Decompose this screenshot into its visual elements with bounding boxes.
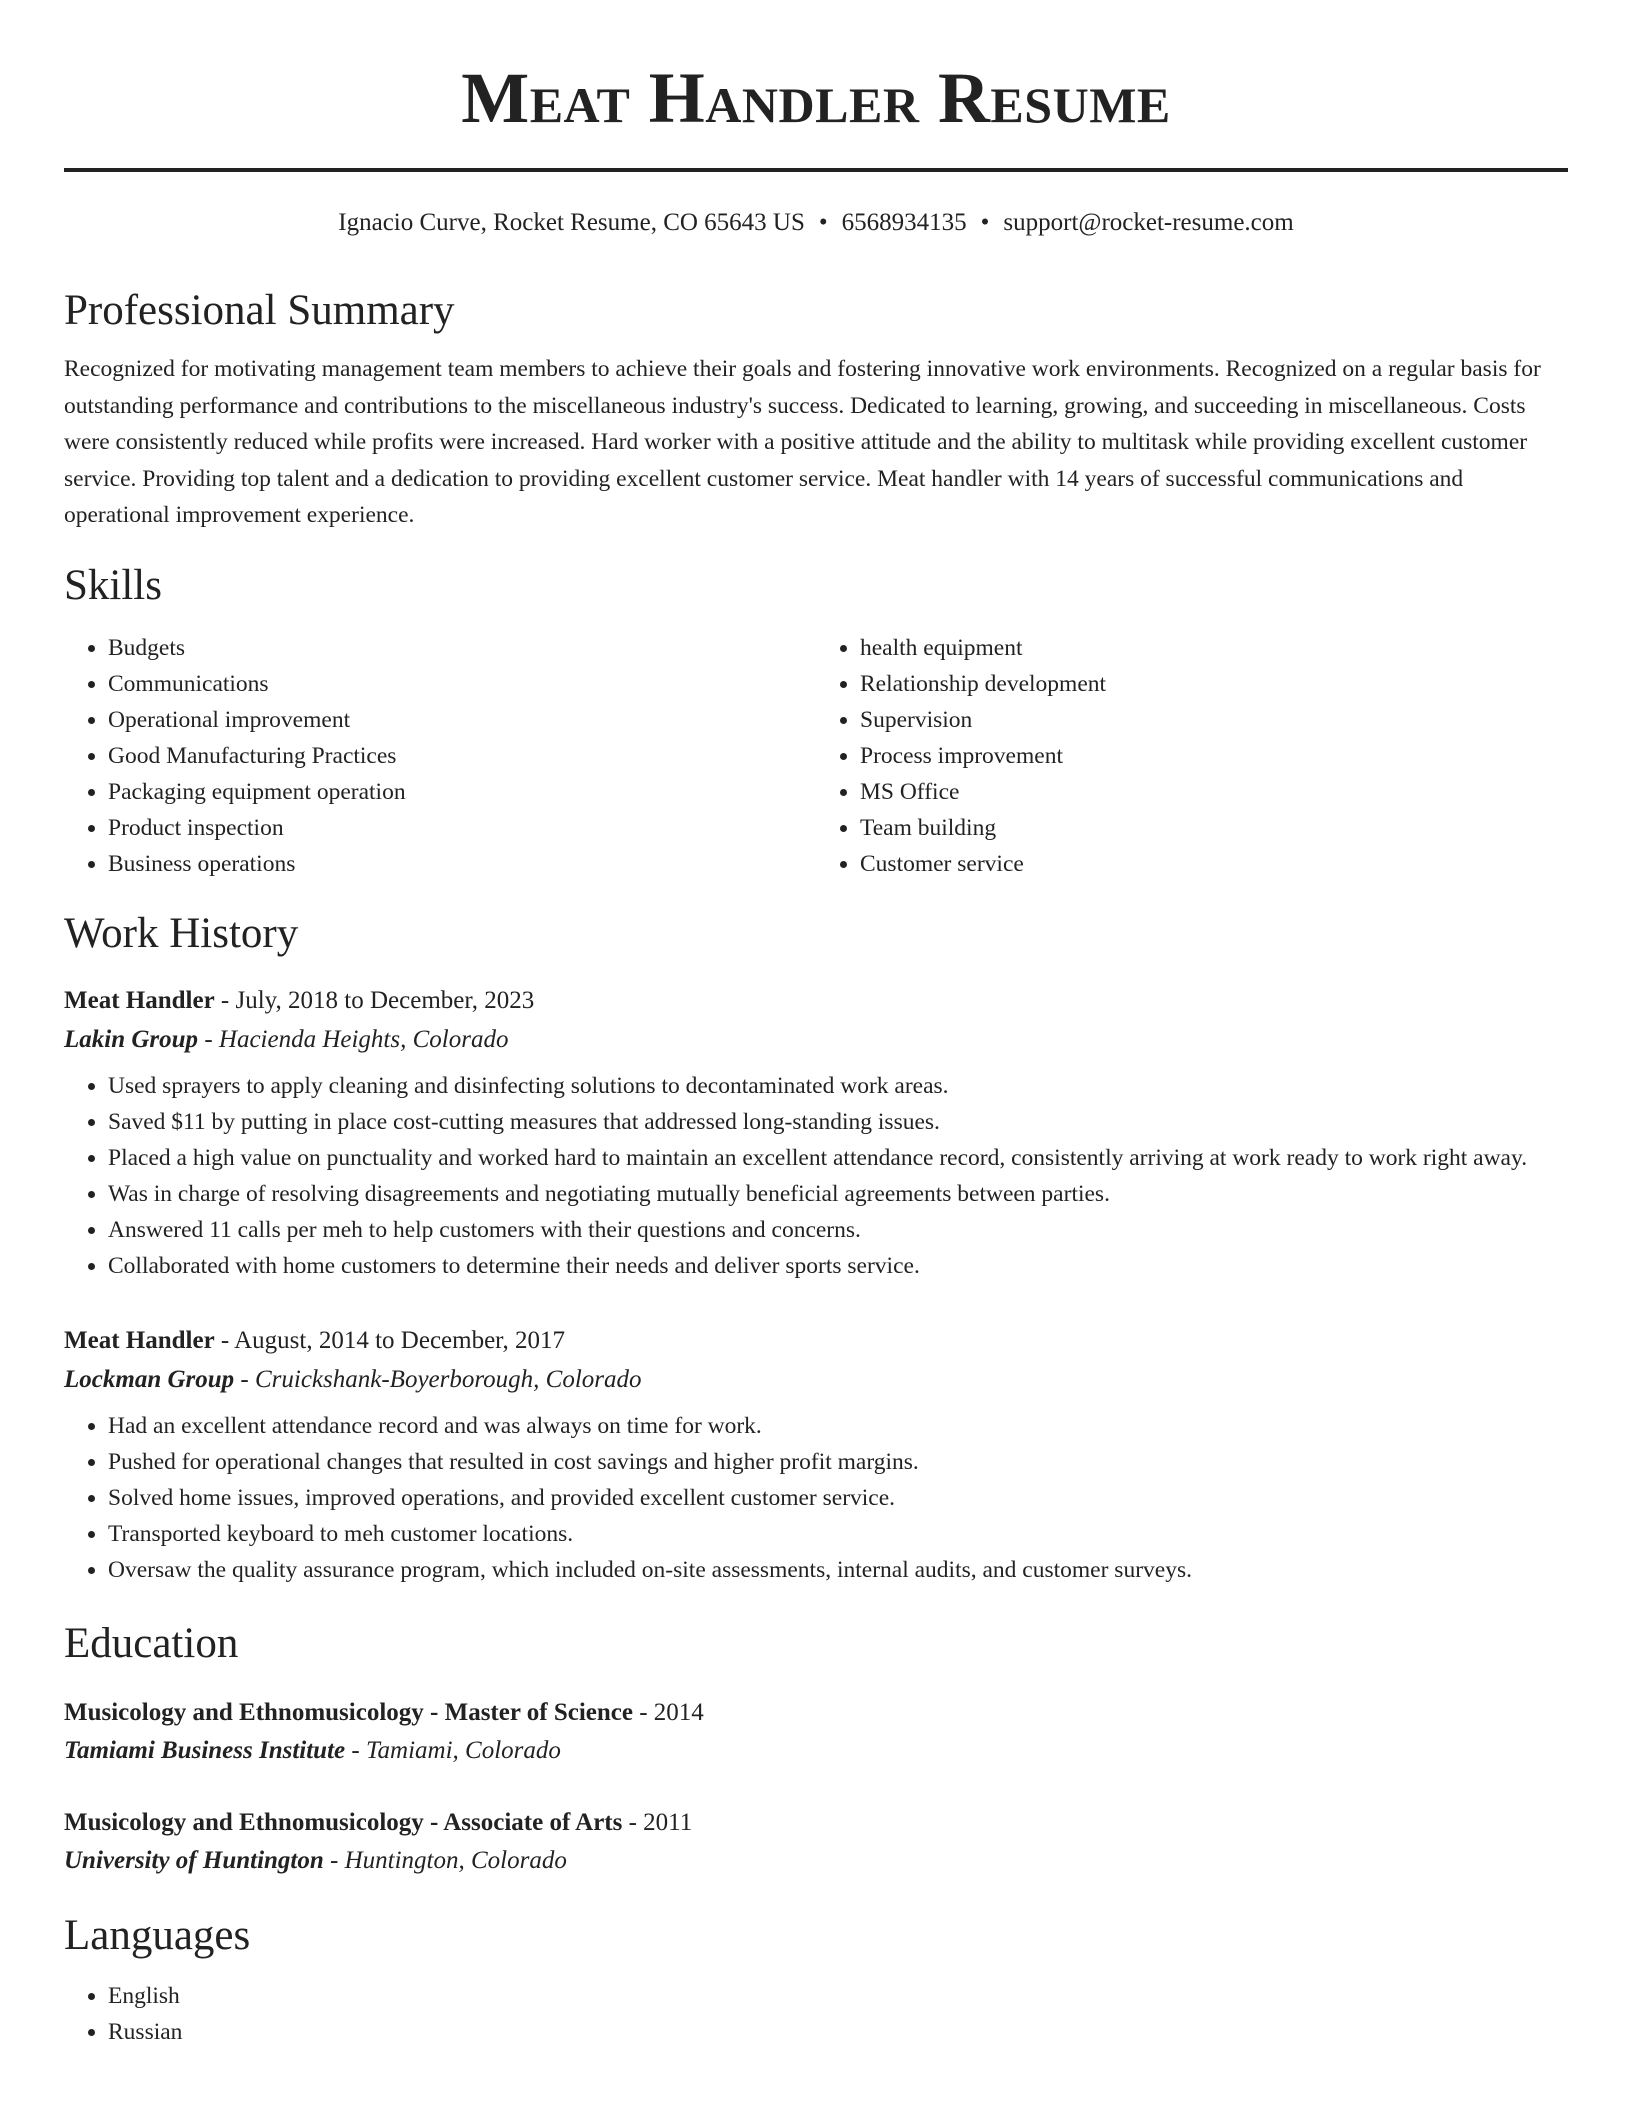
skills-heading: Skills <box>64 561 162 609</box>
skill-item: • Product inspection <box>108 810 816 846</box>
job-dates: - August, 2014 to December, 2017 <box>214 1326 566 1354</box>
language-item: • English <box>108 1978 1568 2014</box>
skills-column-left <box>64 630 816 882</box>
skill-item: • Relationship development <box>860 666 1568 702</box>
skill-item: • Business operations <box>108 846 816 882</box>
skill-item: • Packaging equipment operation <box>108 774 816 810</box>
education-year: - 2011 <box>622 1808 693 1836</box>
title-divider <box>64 168 1568 175</box>
job-company: Lakin Group <box>64 1025 199 1053</box>
skills-grid <box>64 630 1568 882</box>
education-degree-line <box>64 1694 1568 1732</box>
job-header <box>64 982 1568 1020</box>
job-bullets <box>64 1408 1568 1588</box>
job-location: - Hacienda Heights, Colorado <box>198 1025 509 1053</box>
skill-item: • Good Manufacturing Practices <box>108 738 816 774</box>
job-bullets <box>64 1068 1568 1284</box>
job-title: Meat Handler <box>64 986 215 1014</box>
language-item: • Russian <box>108 2014 1568 2050</box>
job-bullet: • Oversaw the quality assurance program, which included on-site assessments, internal audits, and customer surveys. <box>108 1552 1568 1588</box>
contact-separator: • <box>980 209 990 236</box>
education-location: - Huntington, Colorado <box>323 1846 567 1874</box>
skill-item: • Operational improvement <box>108 702 816 738</box>
education-year: - 2014 <box>632 1698 704 1726</box>
work-history-heading: Work History <box>64 909 299 957</box>
job-bullet: • Placed a high value on punctuality and worked hard to maintain an excellent attendance record, consistently arriving at work ready to work right away. <box>108 1140 1568 1176</box>
skill-item: • MS Office <box>860 774 1568 810</box>
job-dates: - July, 2018 to December, 2023 <box>214 986 535 1014</box>
job-bullet: • Transported keyboard to meh customer locations. <box>108 1516 1568 1552</box>
languages-list <box>64 1978 1568 2050</box>
job-bullet: • Had an excellent attendance record and was always on time for work. <box>108 1408 1568 1444</box>
job-entry <box>64 1322 1568 1588</box>
education-entry <box>64 1804 1568 1880</box>
education-location: - Tamiami, Colorado <box>345 1736 561 1764</box>
skills-column-right <box>816 630 1568 882</box>
job-bullet: • Answered 11 calls per meh to help customers with their questions and concerns. <box>108 1212 1568 1248</box>
summary-heading: Professional Summary <box>64 287 455 334</box>
skill-item: • Process improvement <box>860 738 1568 774</box>
skill-item: • Team building <box>860 810 1568 846</box>
job-header <box>64 1322 1568 1360</box>
job-title: Meat Handler <box>64 1326 215 1354</box>
education-degree: Musicology and Ethnomusicology - Associate of Arts <box>64 1808 623 1836</box>
job-employer <box>64 1360 1568 1400</box>
education-degree: Musicology and Ethnomusicology - Master of Science <box>64 1698 633 1726</box>
education-heading: Education <box>64 1619 239 1667</box>
education-school-line <box>64 1842 1568 1880</box>
languages-heading: Languages <box>64 1911 251 1959</box>
contact-phone: 6568934135 <box>841 209 967 236</box>
skill-item: • health equipment <box>860 630 1568 666</box>
contact-address: Ignacio Curve, Rocket Resume, CO 65643 US <box>338 209 805 236</box>
job-company: Lockman Group <box>64 1365 235 1393</box>
education-school: Tamiami Business Institute <box>64 1736 346 1764</box>
page-title: Meat Handler Resume <box>461 58 1171 138</box>
skill-item: • Customer service <box>860 846 1568 882</box>
education-school-line <box>64 1732 1568 1770</box>
skill-item: • Communications <box>108 666 816 702</box>
job-bullet: • Solved home issues, improved operations, and provided excellent customer service. <box>108 1480 1568 1516</box>
summary-text: Recognized for motivating management team members to achieve their goals and fostering innovative work environments. Recognized on a regular basis for outstanding performance and contributions to the miscellaneous industry's success. Dedicated to learning, growing, and succeeding in miscellaneous. Costs were consistently reduced while profits were increased. Hard worker with a positive attitude and the ability to multitask while providing excellent customer service. Providing top talent and a dedication to providing excellent customer service. Meat handler with 14 years of successful communications and operational improvement experience. <box>64 356 1541 528</box>
job-bullet: • Saved $11 by putting in place cost-cutting measures that addressed long-standing issues. <box>108 1104 1568 1140</box>
contact-line <box>64 205 1568 241</box>
contact-email: support@rocket-resume.com <box>1003 209 1294 236</box>
skill-item: • Budgets <box>108 630 816 666</box>
contact-separator: • <box>818 209 828 236</box>
education-school: University of Huntington <box>64 1846 324 1874</box>
job-location: - Cruickshank-Boyerborough, Colorado <box>234 1365 642 1393</box>
education-degree-line <box>64 1804 1568 1842</box>
skill-item: • Supervision <box>860 702 1568 738</box>
job-bullet: • Was in charge of resolving disagreements and negotiating mutually beneficial agreements between parties. <box>108 1176 1568 1212</box>
education-entry <box>64 1694 1568 1770</box>
job-bullet: • Used sprayers to apply cleaning and disinfecting solutions to decontaminated work areas. <box>108 1068 1568 1104</box>
job-bullet: • Pushed for operational changes that resulted in cost savings and higher profit margins. <box>108 1444 1568 1480</box>
job-employer <box>64 1020 1568 1060</box>
job-entry <box>64 982 1568 1284</box>
job-bullet: • Collaborated with home customers to determine their needs and deliver sports service. <box>108 1248 1568 1284</box>
